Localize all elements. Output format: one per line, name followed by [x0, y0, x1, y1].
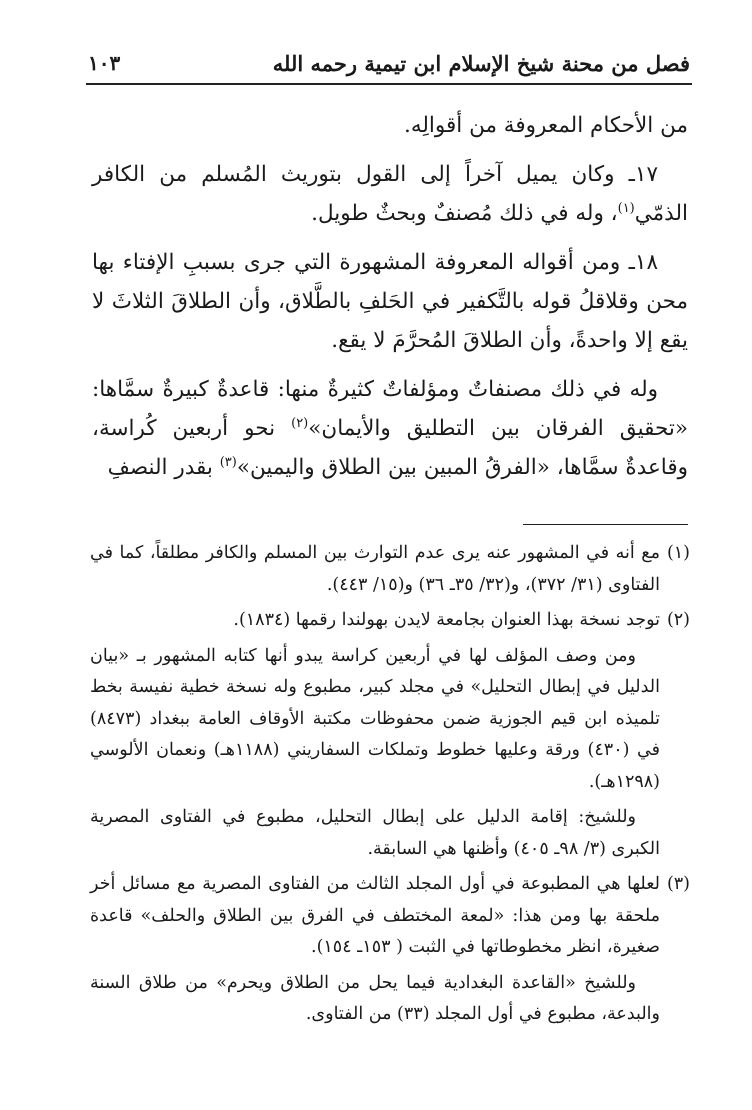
main-text [92, 106, 688, 487]
footnote-text: لعلها هي المطبوعة في أول المجلد الثالث من الفتاوى المصرية مع مسائل أخر ملحقة بها ومن هذا: «لمعة المختطف في الفرق بين الطلاق والحلف» قاعدة صغيرة، انظر مخطوطاتها في الثبت ( ١٥٣ـ ١٥٤). [90, 874, 660, 957]
paragraph-text: ، وله في ذلك مُصنفٌ وبحثٌ طويل. [311, 201, 618, 226]
footnote-separator [523, 524, 688, 525]
footnote-number: (٣) [666, 874, 690, 894]
footnote-ref: (٢) [291, 415, 309, 431]
footnote-text: مع أنه في المشهور عنه يرى عدم التوارث بين المسلم والكافر مطلقاً، كما في الفتاوى (٣١/ ٣٧٢)، و(٣٢/ ٣٥ـ ٣٦) و(١٥/ ٤٤٣). [90, 543, 660, 595]
footnote-ref: (٣) [219, 454, 237, 470]
running-header [88, 46, 690, 80]
footnote-text: وللشيخ: إقامة الدليل على إبطال التحليل، مطبوع في الفتاوى المصرية الكبرى (٣/ ٩٨ـ ٤٠٥) وأظنها هي السابقة. [90, 807, 660, 859]
paragraph-text: ١٨ـ ومن أقواله المعروفة المشهورة التي جرى بسببِ الإفتاء بها محن وقلاقلُ قوله بالتَّكفير في الحَلفِ بالطَّلاق، وأن الطلاقَ الثلاثَ لا يقع إلا واحدةً، وأن الطلاقَ المُحرَّمَ لا يقع. [92, 250, 688, 353]
footnote-2 [90, 605, 690, 865]
footnote-number: (٢) [666, 610, 690, 630]
paragraph [92, 106, 688, 145]
header-title: فصل من محنة شيخ الإسلام ابن تيمية رحمه الله [272, 50, 690, 76]
paragraph-text: نحو أربعين كُراسة، وقاعدةٌ سمَّاها، «الفرقُ المبين بين الطلاق واليمين» [92, 416, 688, 480]
header-rule [86, 83, 692, 85]
footnote-text: ومن وصف المؤلف لها في أربعين كراسة يبدو أنها كتابه المشهور بـ «بيان الدليل في إبطال التحليل» في مجلد كبير، مطبوع وله نسخة خطية نفيسة بخط تلميذه ابن قيم الجوزية ضمن محفوظات مكتبة الأوقاف العامة ببغداد (٨٤٧٣) في (٤٣٠) ورقة وعليها خطوط وتملكات السفاريني (١١٨٨هـ) ونعمان الألوسي (١٢٩٨هـ). [90, 645, 661, 792]
footnote-1 [90, 538, 690, 601]
footnote-text: وللشيخ «القاعدة البغدادية فيما يحل من الطلاق ويحرم» من طلاق السنة والبدعة، مطبوع في أول المجلد (٣٣) من الفتاوى. [90, 972, 660, 1024]
footnote-number: (١) [666, 543, 690, 563]
paragraph-text: ١٧ـ وكان يميل آخراً إلى القول بتوريث المُسلم من الكافر الذمّي [92, 162, 688, 226]
paragraph-text: من الأحكام المعروفة من أقوالِه. [404, 113, 688, 138]
footnote-text: توجد نسخة بهذا العنوان بجامعة لايدن بهولندا رقمها (١٨٣٤). [233, 610, 660, 630]
footnote-ref: (١) [617, 200, 635, 216]
paragraph [92, 370, 688, 487]
page-number: ١٠٣ [88, 51, 121, 75]
paragraph-text: وله في ذلك مصنفاتٌ ومؤلفاتٌ كثيرةٌ منها: قاعدةٌ كبيرةٌ سمَّاها: «تحقيق الفرقان بين التطليق والأيمان» [92, 377, 689, 441]
footnote-3 [90, 869, 690, 1031]
paragraph-item-17 [92, 155, 688, 233]
paragraph-text: بقدر النصفِ [107, 455, 220, 480]
footnotes [90, 538, 690, 1031]
paragraph-item-18 [92, 243, 688, 360]
